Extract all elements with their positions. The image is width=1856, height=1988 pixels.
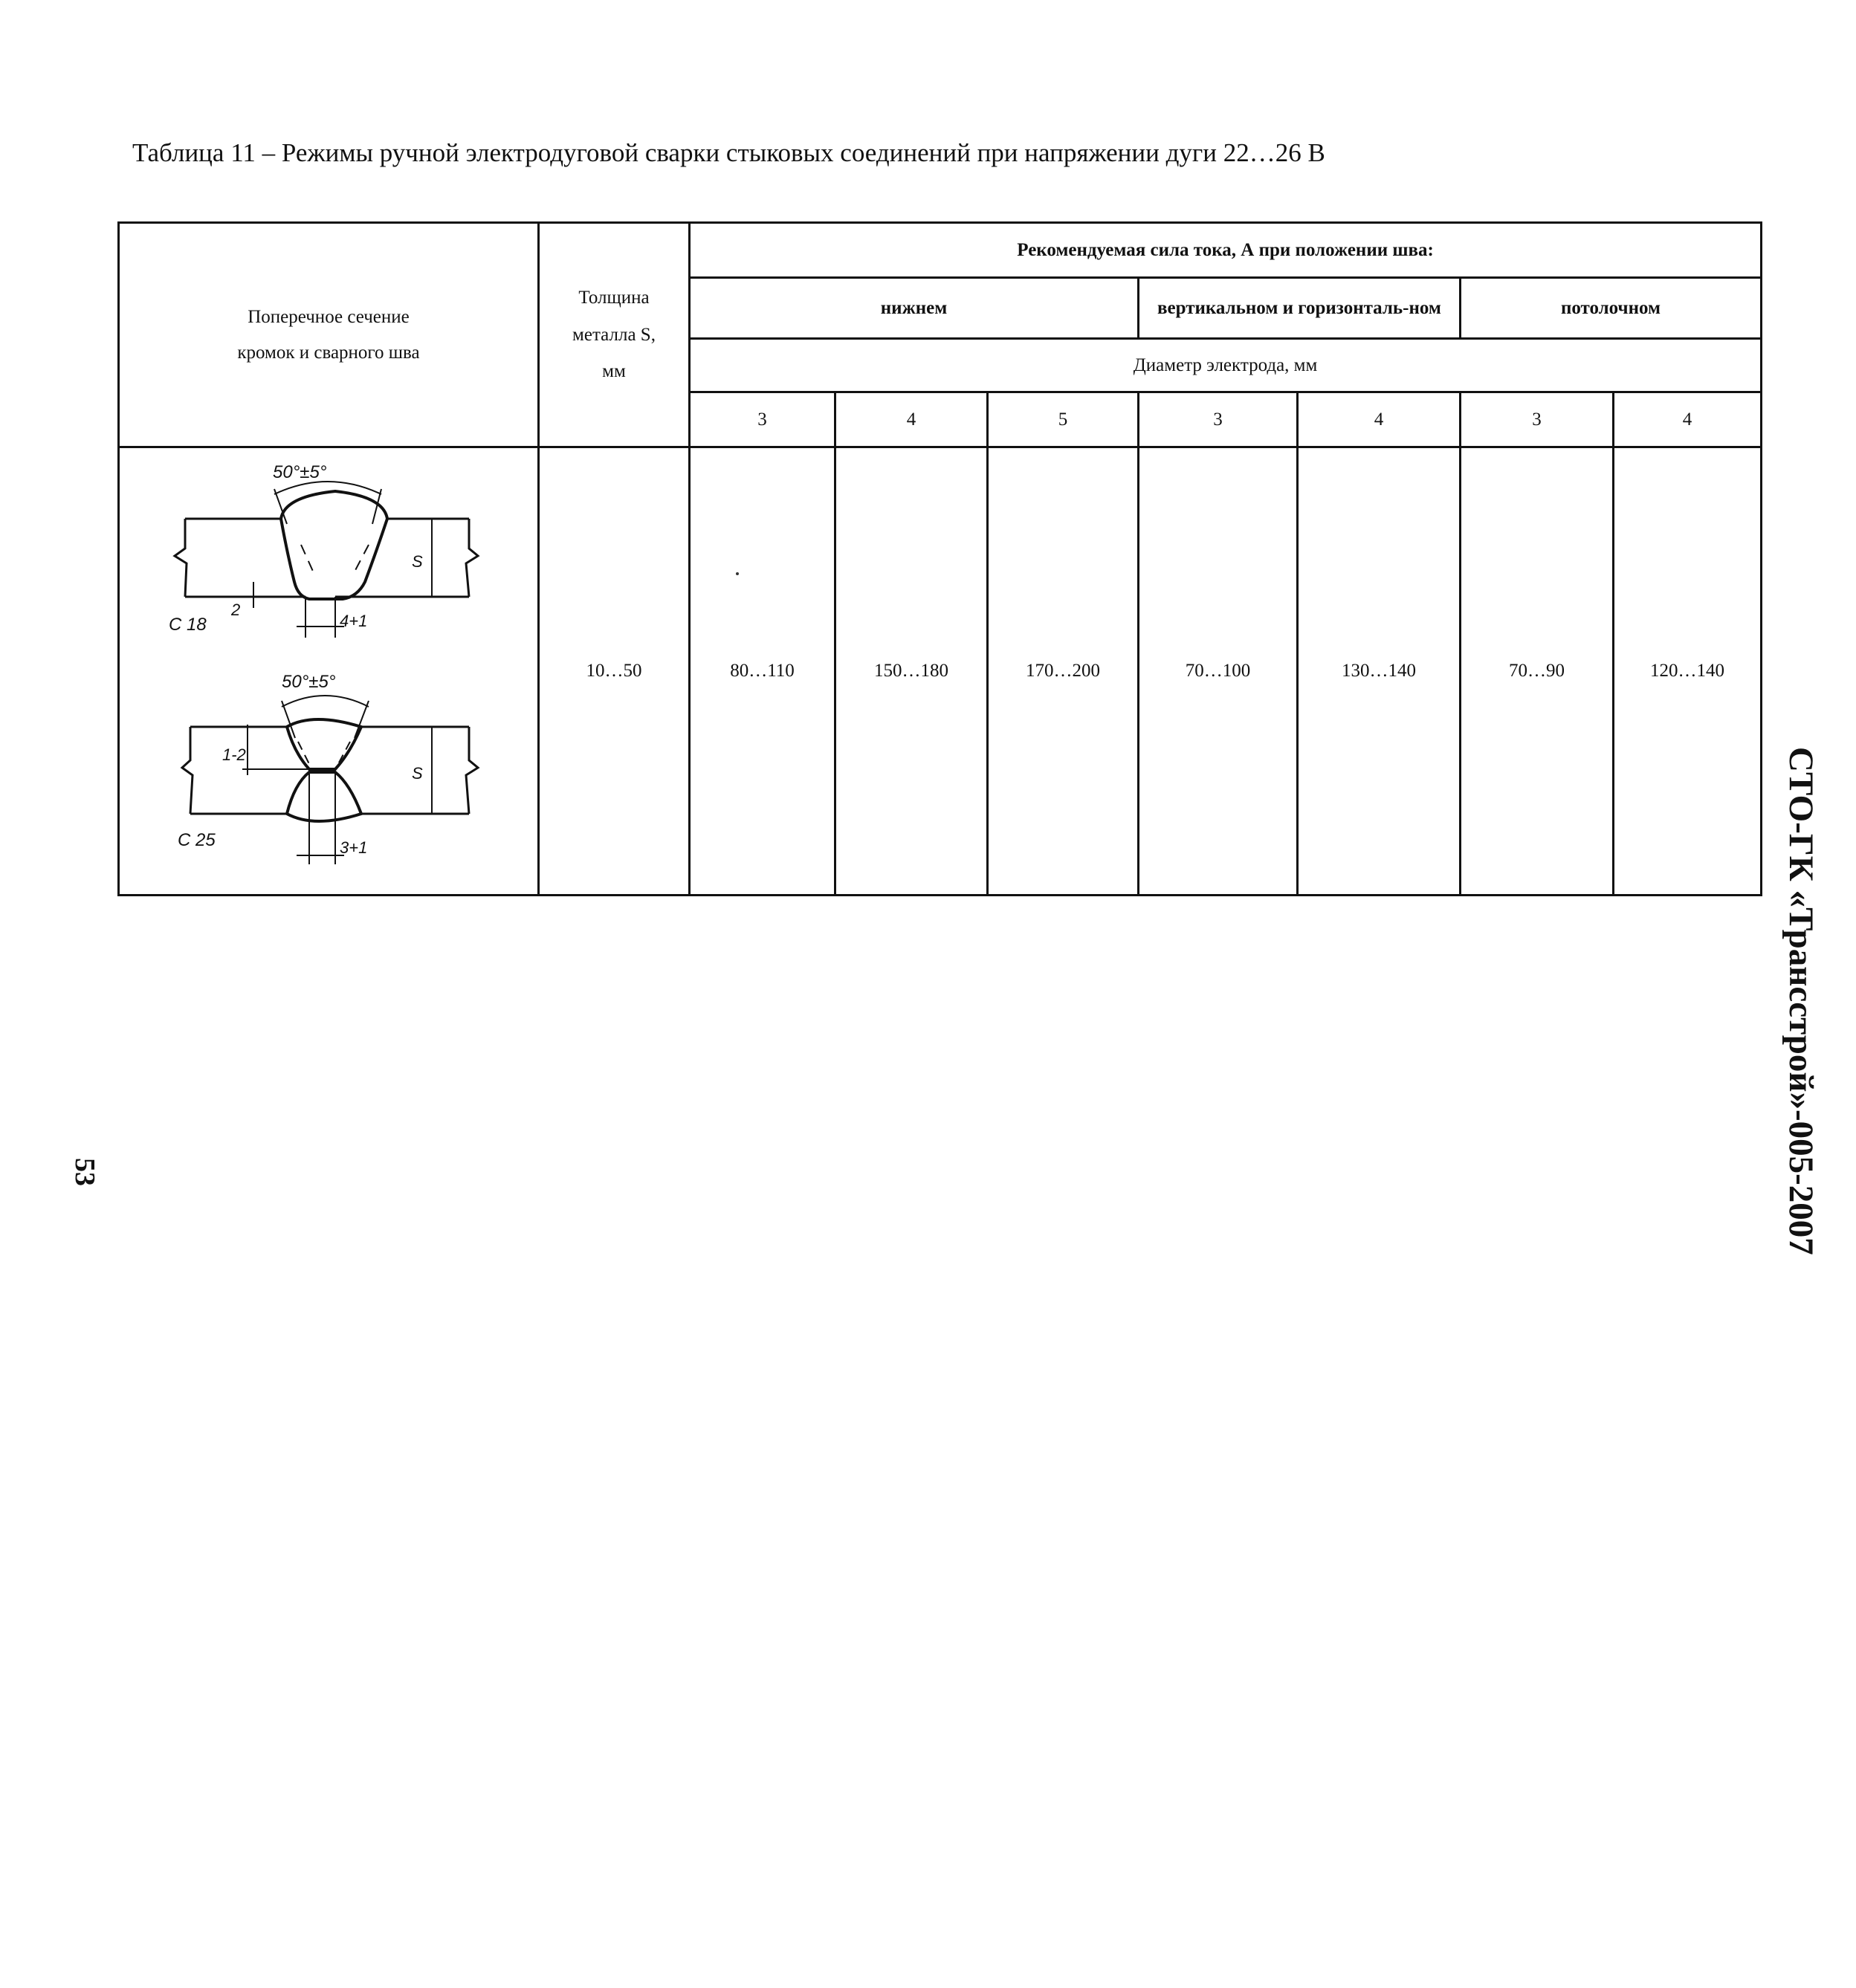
top-gap-label: 4+1: [340, 612, 368, 630]
header-cross-section-line1: Поперечное сечение: [248, 306, 410, 327]
header-thickness: [539, 223, 690, 447]
header-position-vertical: вертикальном и горизонталь-ном: [1139, 278, 1461, 339]
top-root-label: 2: [231, 600, 241, 619]
current-value: 70…100: [1139, 447, 1298, 896]
header-thickness-line3: мм: [602, 361, 626, 382]
page-number: 53: [69, 1158, 100, 1186]
bottom-root-label: 1-2: [222, 745, 246, 764]
top-s-label: S: [412, 552, 423, 571]
diameter-cell: 5: [988, 392, 1139, 447]
diameter-cell: 3: [1461, 392, 1614, 447]
bottom-angle-label: 50°±5°: [282, 672, 336, 692]
current-value: 150…180: [835, 447, 988, 896]
bottom-joint-drawing: [182, 696, 478, 864]
current-value: 170…200: [988, 447, 1139, 896]
top-joint-drawing: [175, 482, 478, 638]
diameter-cell: 4: [1298, 392, 1461, 447]
top-code-label: С 18: [169, 615, 207, 635]
header-electrode-diameter: Диаметр электрода, мм: [690, 339, 1762, 392]
diameter-cell: 3: [690, 392, 835, 447]
current-value: 130…140: [1298, 447, 1461, 896]
header-cross-section-line2: кромок и сварного шва: [237, 342, 420, 363]
weld-joint-diagram: [120, 448, 536, 894]
current-value: 80…110: [690, 447, 835, 896]
diameter-cell: 4: [1614, 392, 1762, 447]
current-value: 120…140: [1614, 447, 1762, 896]
current-value: 70…90: [1461, 447, 1614, 896]
weld-cross-section-drawing: [119, 447, 539, 896]
bottom-gap-label: 3+1: [340, 838, 368, 857]
welding-modes-table: [117, 221, 1762, 896]
table-caption: Таблица 11 – Режимы ручной электродуговой сварки стыковых соединений при напряжении дуги 22…26 В: [132, 138, 1325, 167]
bottom-code-label: С 25: [178, 830, 216, 850]
header-position-ceiling: потолочном: [1461, 278, 1762, 339]
header-cross-section: [119, 223, 539, 447]
header-thickness-line1: Толщина: [578, 287, 650, 308]
header-thickness-line2: металла S,: [572, 324, 656, 345]
bottom-s-label: S: [412, 764, 423, 783]
thickness-value: 10…50: [539, 447, 690, 896]
document-code: СТО-ГК «Трансстрой»-005-2007: [1782, 747, 1820, 1255]
header-position-lower: нижнем: [690, 278, 1139, 339]
diameter-cell: 4: [835, 392, 988, 447]
diameter-cell: 3: [1139, 392, 1298, 447]
scan-speck: [736, 572, 739, 575]
top-angle-label: 50°±5°: [273, 462, 327, 482]
header-current: Рекомендуемая сила тока, А при положении шва:: [690, 223, 1762, 278]
